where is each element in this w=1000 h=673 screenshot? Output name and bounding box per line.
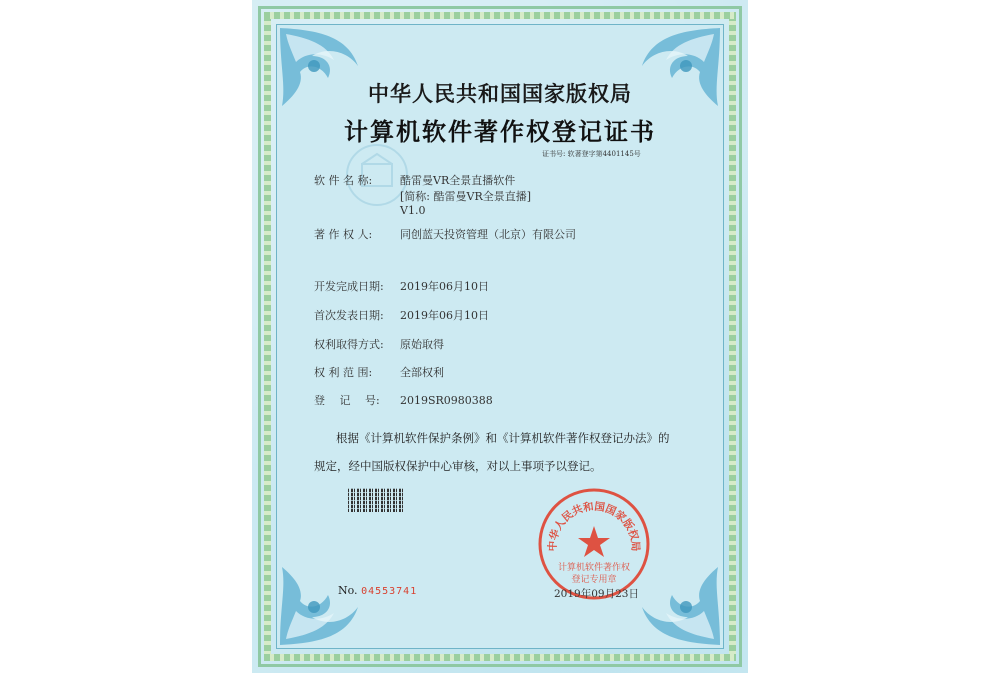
certificate-number [542,149,641,159]
serial-value: 04553741 [361,586,418,597]
field-short-name: [简称: 酷雷曼VR全景直播] [400,190,532,203]
field-dev-complete-date [314,278,489,294]
field-label: 权利取得方式: [314,338,384,351]
field-value: 同创蓝天投资管理（北京）有限公司 [400,228,576,241]
field-label: 权 利 范 围: [314,366,373,379]
field-label: 开发完成日期: [314,280,384,293]
seal-line1: 计算机软件著作权 [557,563,631,573]
field-first-publish-date [314,307,489,323]
field-value: 全部权利 [400,366,444,379]
field-registration-number [314,392,493,408]
field-label: 登 记 号: [314,394,380,407]
field-rights-scope [314,364,444,380]
field-label: 著 作 权 人: [314,228,373,241]
body-paragraph-line2: 规定，经中国版权保护中心审核，对以上事项予以登记。 [314,459,602,473]
field-value: 2019年06月10日 [400,309,489,322]
certificate-number-label: 证书号: [542,150,566,158]
seal-ring-text: 中华人民共和国国家版权局 [546,500,642,552]
certificate-number-value: 软著登字第4401145号 [567,150,641,158]
serial-label: No. [338,584,358,597]
field-acquisition-method [314,336,444,352]
issuer-title: 中华人民共和国国家版权局 [368,81,632,106]
field-label: 首次发表日期: [314,309,384,322]
field-value: 2019年06月10日 [400,280,489,293]
field-label: 软 件 名 称: [314,174,373,187]
corner-ornament-icon [278,561,364,647]
seal-line2: 登记专用章 [571,575,617,585]
body-paragraph-line1: 根据《计算机软件保护条例》和《计算机软件著作权登记办法》的 [336,431,670,445]
issue-date: 2019年09月23日 [554,588,639,600]
field-version: V1.0 [400,204,426,217]
field-value: 原始取得 [400,338,444,351]
field-software-name [314,172,515,188]
serial-number [338,584,417,597]
field-value: 2019SR0980388 [400,394,493,407]
field-value: 酷雷曼VR全景直播软件 [400,174,516,187]
certificate-sheet [252,0,748,673]
barcode [348,488,404,512]
field-copyright-owner [314,226,576,242]
certificate-title: 计算机软件著作权登记证书 [344,117,656,146]
